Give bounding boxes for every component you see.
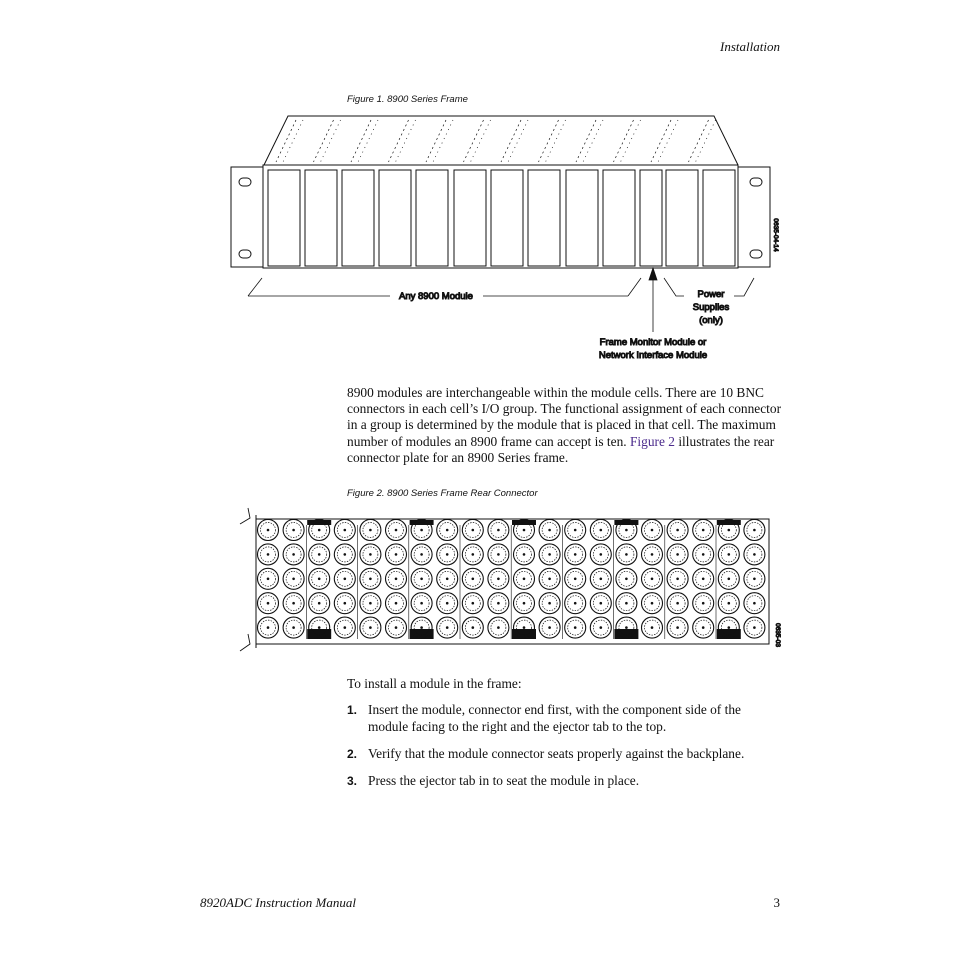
footer-manual-title: 8920ADC Instruction Manual (200, 895, 356, 910)
module-cell (640, 170, 662, 266)
bnc-connector-pin (625, 578, 628, 581)
body-paragraph-tail: illustrates the rear connector plate for an 8900 Series frame. (347, 433, 775, 465)
bnc-connector-pin (753, 529, 756, 532)
step-text: Insert the module, connector end first, with the component side of the module facing to the right and the ejector tab to the top. (368, 702, 741, 734)
cover-slat (464, 120, 484, 162)
figure-1-frame-diagram (226, 110, 786, 372)
cover-slat (614, 120, 634, 162)
bnc-connector-pin (292, 553, 295, 556)
bnc-connector-pin (344, 602, 347, 605)
bnc-connector-pin (625, 529, 628, 532)
label-power-supplies-1: Power (697, 289, 725, 300)
label-power-supplies-3: (only) (699, 315, 723, 326)
step-text: Press the ejector tab in to seat the module in place. (368, 773, 640, 788)
bnc-connector-pin (472, 553, 475, 556)
figure-1-drawing-code: 0635-04-14 (772, 218, 779, 252)
figure-2-link[interactable]: Figure 2 (629, 433, 675, 449)
bnc-connector-pin (497, 578, 500, 581)
bnc-connector-pin (420, 602, 423, 605)
bnc-connector-pin (446, 626, 449, 629)
body-paragraph (347, 385, 783, 466)
bnc-connector-pin (753, 578, 756, 581)
bnc-connector-pin (548, 578, 551, 581)
bnc-connector-pin (497, 529, 500, 532)
bnc-connector-pin (344, 553, 347, 556)
cover-slat (314, 120, 334, 162)
figure-1-leader-lines (248, 268, 754, 332)
bnc-connector-pin (292, 529, 295, 532)
bnc-connector-pin (676, 626, 679, 629)
bnc-connector-pin (318, 626, 321, 629)
bnc-connector-pin (600, 626, 603, 629)
bnc-connector-pin (523, 578, 526, 581)
bnc-connector-pin (523, 529, 526, 532)
figure-2-rear-connector-diagram (236, 505, 782, 653)
module-cell (305, 170, 337, 266)
cover-slat (539, 120, 559, 162)
bnc-connector-pin (395, 553, 398, 556)
module-cell (703, 170, 735, 266)
module-cell (342, 170, 374, 266)
bnc-connector-pin (651, 578, 654, 581)
bnc-connector-pin (472, 529, 475, 532)
bnc-connector-pin (369, 553, 372, 556)
bnc-connector-pin (267, 553, 270, 556)
module-cell (603, 170, 635, 266)
bnc-connector-pin (702, 553, 705, 556)
bnc-connector-pin (344, 578, 347, 581)
bnc-connector-pin (574, 602, 577, 605)
module-cell (566, 170, 598, 266)
bnc-connector-pin (420, 529, 423, 532)
bnc-connector-pin (292, 578, 295, 581)
bnc-connector-pin (676, 578, 679, 581)
module-cell (379, 170, 411, 266)
module-cell (491, 170, 523, 266)
bnc-connector-pin (497, 626, 500, 629)
bnc-connector-pin (728, 553, 731, 556)
bnc-connector-pin (395, 529, 398, 532)
bnc-connector-pin (548, 529, 551, 532)
bnc-connector-pin (753, 626, 756, 629)
cover-slat (426, 120, 446, 162)
bnc-connector-pin (600, 553, 603, 556)
bnc-connector-pin (600, 602, 603, 605)
bnc-connector-pin (318, 578, 321, 581)
label-frame-monitor-1: Frame Monitor Module or (599, 337, 707, 348)
cover-slat (389, 120, 409, 162)
cover-slat (351, 120, 371, 162)
module-cell (268, 170, 300, 266)
bnc-connector-pin (446, 553, 449, 556)
bnc-connector-pin (600, 529, 603, 532)
bnc-connector-array (258, 520, 765, 640)
module-cells (268, 170, 735, 266)
bnc-connector-pin (446, 578, 449, 581)
cover-slat (576, 120, 596, 162)
bnc-connector-pin (548, 553, 551, 556)
bnc-connector-pin (344, 626, 347, 629)
bnc-connector-pin (318, 529, 321, 532)
install-intro: To install a module in the frame: (347, 676, 522, 691)
bnc-connector-pin (472, 626, 475, 629)
bnc-connector-pin (728, 578, 731, 581)
install-step-3 (347, 773, 783, 790)
rack-ears (231, 167, 770, 267)
bnc-connector-pin (625, 626, 628, 629)
step-number: 3. (347, 774, 358, 788)
module-cell (416, 170, 448, 266)
install-step-2 (347, 746, 783, 763)
bnc-connector-pin (728, 626, 731, 629)
bnc-connector-pin (446, 529, 449, 532)
bnc-connector-pin (472, 578, 475, 581)
bnc-connector-pin (395, 626, 398, 629)
bnc-connector-pin (523, 553, 526, 556)
bnc-connector-pin (574, 529, 577, 532)
bnc-connector-pin (625, 553, 628, 556)
bnc-connector-pin (267, 626, 270, 629)
bnc-connector-pin (702, 529, 705, 532)
cover-slat (689, 120, 709, 162)
bnc-connector-pin (292, 602, 295, 605)
install-step-1 (347, 702, 783, 735)
bnc-connector-pin (574, 553, 577, 556)
bnc-connector-pin (676, 529, 679, 532)
bnc-connector-pin (420, 578, 423, 581)
bnc-connector-pin (267, 578, 270, 581)
bnc-connector-pin (574, 626, 577, 629)
bnc-connector-pin (395, 602, 398, 605)
running-header-section: Installation (720, 39, 780, 54)
bnc-connector-pin (548, 602, 551, 605)
module-cell (454, 170, 486, 266)
bnc-connector-pin (651, 602, 654, 605)
bnc-connector-pin (369, 529, 372, 532)
bnc-connector-pin (523, 626, 526, 629)
bnc-connector-pin (702, 578, 705, 581)
bnc-connector-pin (318, 602, 321, 605)
module-cell (666, 170, 698, 266)
bnc-connector-pin (344, 529, 347, 532)
bnc-connector-pin (267, 602, 270, 605)
bnc-connector-pin (753, 553, 756, 556)
bnc-connector-pin (651, 529, 654, 532)
bnc-connector-pin (753, 602, 756, 605)
bnc-connector-pin (625, 602, 628, 605)
module-cell (528, 170, 560, 266)
bnc-connector-pin (292, 626, 295, 629)
frame-cover-slats (276, 120, 716, 162)
label-any-module: Any 8900 Module (399, 291, 473, 302)
step-number: 1. (347, 703, 358, 717)
bnc-connector-pin (446, 602, 449, 605)
cover-slat (276, 120, 296, 162)
bnc-connector-pin (369, 602, 372, 605)
bnc-connector-pin (420, 626, 423, 629)
bnc-connector-pin (676, 553, 679, 556)
frame-top-cover (264, 116, 738, 165)
label-power-supplies-2: Supplies (692, 302, 730, 313)
bnc-connector-pin (574, 578, 577, 581)
bnc-connector-pin (369, 578, 372, 581)
step-number: 2. (347, 747, 358, 761)
bnc-connector-pin (523, 602, 526, 605)
bnc-connector-pin (472, 602, 475, 605)
cover-slat (501, 120, 521, 162)
bnc-connector-pin (497, 553, 500, 556)
bnc-connector-pin (651, 626, 654, 629)
figure-2-caption: Figure 2. 8900 Series Frame Rear Connector (347, 488, 538, 499)
bnc-connector-pin (267, 529, 270, 532)
bnc-connector-pin (497, 602, 500, 605)
step-text: Verify that the module connector seats properly against the backplane. (368, 746, 745, 761)
bnc-connector-pin (728, 602, 731, 605)
bnc-connector-pin (395, 578, 398, 581)
bnc-connector-pin (420, 553, 423, 556)
body-paragraph-text: 8900 modules are interchangeable within the module cells. There are 10 BNC connectors in each cell’s I/O group. The functional assignment of each connector in a group is determined by the module that is placed in that cell. The maximum number of modules an 8900 frame can accept is ten. (347, 385, 782, 449)
cover-slat (651, 120, 671, 162)
bnc-connector-pin (369, 626, 372, 629)
bnc-connector-pin (728, 529, 731, 532)
bnc-connector-pin (548, 626, 551, 629)
bnc-connector-pin (702, 602, 705, 605)
bnc-connector-pin (676, 602, 679, 605)
label-frame-monitor-2: Network Interface Module (598, 350, 708, 361)
bnc-connector-pin (651, 553, 654, 556)
bnc-connector-pin (600, 578, 603, 581)
footer-page-number: 3 (773, 895, 780, 910)
bnc-connector-pin (702, 626, 705, 629)
figure-2-drawing-code: 0635-03 (774, 623, 781, 647)
bnc-connector-pin (318, 553, 321, 556)
figure-1-caption: Figure 1. 8900 Series Frame (347, 94, 468, 105)
